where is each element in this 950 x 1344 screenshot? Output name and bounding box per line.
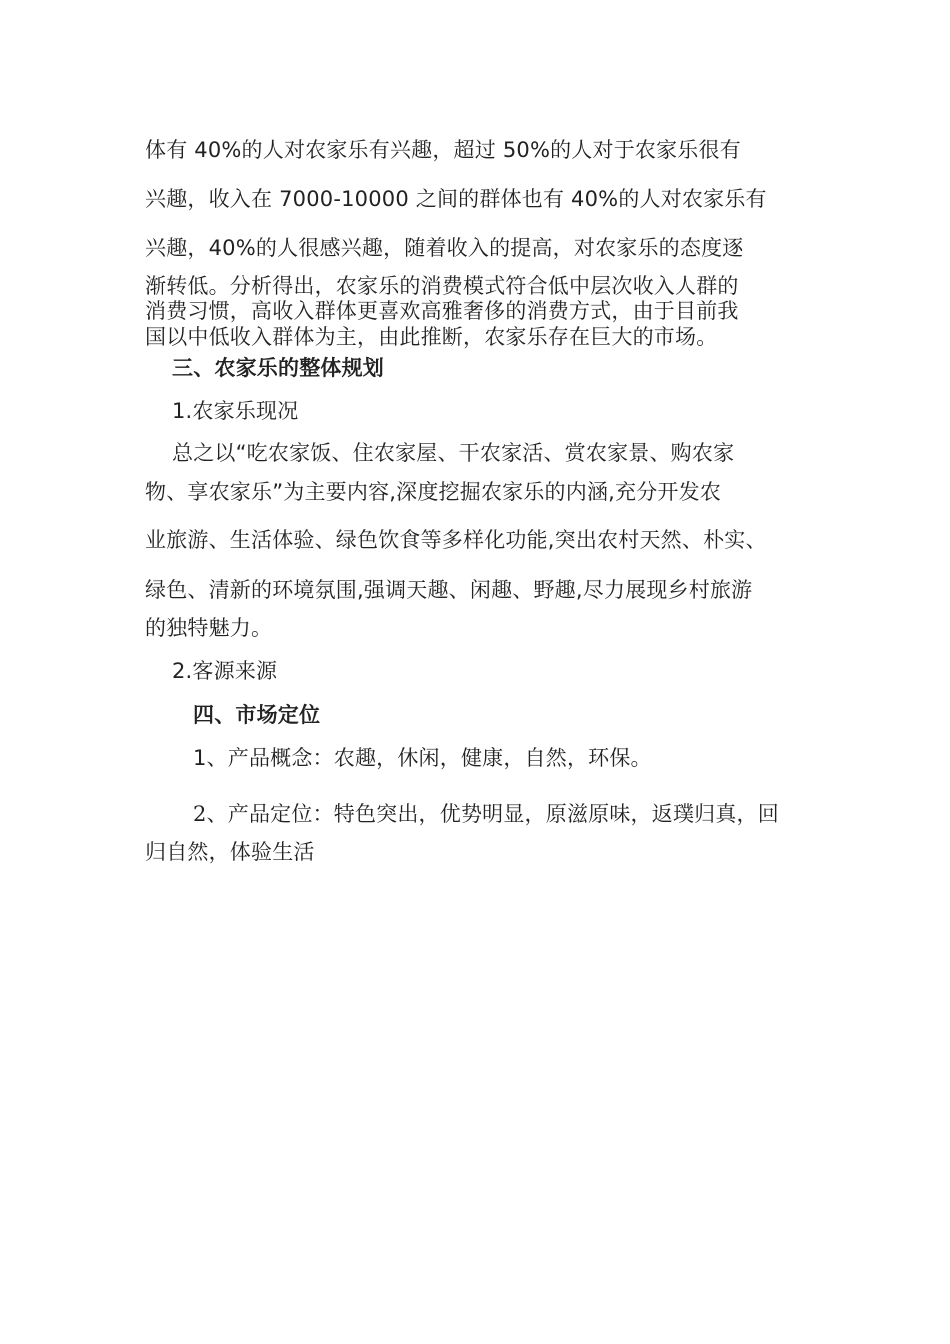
list-item: 2、产品定位：特色突出，优势明显，原滋原味，返璞归真，回 <box>193 802 779 826</box>
paragraph-line: 消费习惯，高收入群体更喜欢高雅奢侈的消费方式，由于目前我 <box>145 299 739 323</box>
paragraph-line: 渐转低。分析得出，农家乐的消费模式符合低中层次收入人群的 <box>145 274 739 298</box>
section-heading: 四、市场定位 <box>193 703 321 727</box>
subsection-heading: 2.客源来源 <box>172 659 278 683</box>
paragraph-line: 物、享农家乐”为主要内容,深度挖掘农家乐的内涵,充分开发农 <box>145 480 722 504</box>
paragraph-line: 总之以“吃农家饭、住农家屋、干农家活、赏农家景、购农家 <box>172 441 735 465</box>
paragraph-line: 兴趣，40%的人很感兴趣，随着收入的提高，对农家乐的态度逐 <box>145 236 744 260</box>
paragraph-line: 国以中低收入群体为主，由此推断，农家乐存在巨大的市场。 <box>145 325 718 349</box>
paragraph-line: 体有 40%的人对农家乐有兴趣，超过 50%的人对于农家乐很有 <box>145 138 741 162</box>
paragraph-line: 业旅游、生活体验、绿色饮食等多样化功能,突出农村天然、朴实、 <box>145 528 767 552</box>
section-heading: 三、农家乐的整体规划 <box>172 356 384 380</box>
subsection-heading: 1.农家乐现况 <box>172 399 299 423</box>
paragraph-line: 的独特魅力。 <box>145 616 273 640</box>
list-item-continuation: 归自然，体验生活 <box>145 840 315 864</box>
list-item: 1、产品概念：农趣，休闲，健康，自然，环保。 <box>193 746 652 770</box>
paragraph-line: 兴趣，收入在 7000-10000 之间的群体也有 40%的人对农家乐有 <box>145 187 767 211</box>
paragraph-line: 绿色、清新的环境氛围,强调天趣、闲趣、野趣,尽力展现乡村旅游 <box>145 578 753 602</box>
